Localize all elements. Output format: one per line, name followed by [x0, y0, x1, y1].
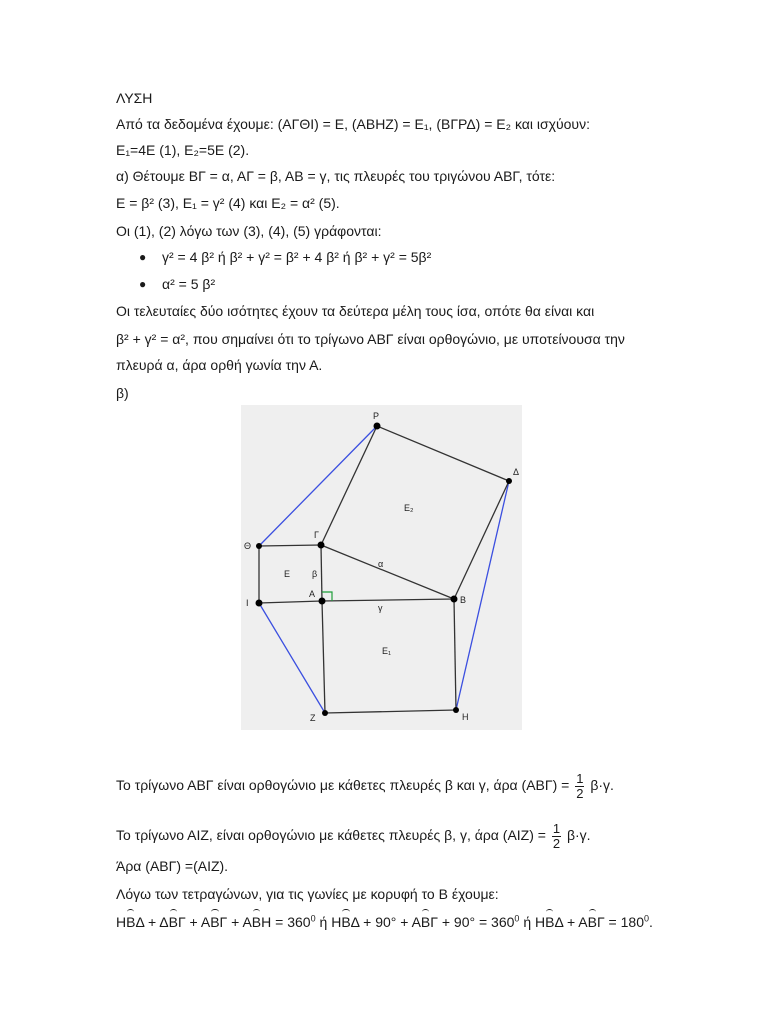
point-beta [451, 596, 458, 603]
bullet-item: α² = 5 β² [162, 276, 216, 292]
relations-line: Ε₁=4Ε (1), Ε₂=5Ε (2). [116, 142, 250, 158]
part-b-label: β) [116, 385, 129, 401]
conclusion-line-1: Οι τελευταίες δύο ισότητες έχουν τα δεύτερα μέλη τους ίσα, οπότε θα είναι και [116, 303, 595, 319]
label-gamma: Γ [314, 530, 319, 540]
segment-gamma-alpha [321, 545, 322, 601]
fraction-one-half: $\frac{1}{2}$ [576, 771, 584, 801]
part-a-line: α) Θέτουμε ΒΓ = α, ΑΓ = β, ΑΒ = γ, τις πλευρές του τριγώνου ΑΒΓ, τότε: [116, 168, 556, 184]
segment-zeta-eta [325, 710, 456, 713]
label-side-beta: β [312, 569, 318, 579]
point-rho [374, 423, 381, 430]
geometry-diagram [241, 405, 522, 730]
segment-iota-alpha [259, 601, 322, 603]
geometry-figure [241, 405, 522, 730]
label-side-gamma: γ [378, 603, 383, 613]
segment-alpha-zeta [322, 601, 325, 713]
segment-beta-eta [454, 599, 456, 710]
segment-gamma-beta [321, 545, 454, 599]
bullet-dot: ● [139, 250, 147, 264]
segment-rho-delta [377, 426, 509, 481]
label-eta: Η [462, 712, 469, 722]
point-zeta [322, 710, 328, 716]
areas-formula-line: Ε = β² (3), Ε₁ = γ² (4) και Ε₂ = α² (5). [116, 195, 340, 211]
segment-rho-gamma [321, 426, 377, 545]
given-areas-line: Από τα δεδομένα έχουμε: (ΑΓΘΙ) = Ε, (ΑΒΗΖ) = Ε₁, (ΒΓΡΔ) = Ε₂ και ισχύουν: [116, 116, 590, 132]
bullet-item: γ² = 4 β² ή β² + γ² = β² + 4 β² ή β² + γ² = 5β² [162, 249, 432, 265]
label-theta: Θ [244, 541, 252, 551]
label-area-e1: Ε₁ [382, 646, 392, 656]
label-beta: Β [460, 595, 467, 605]
point-alpha [319, 598, 326, 605]
segment-theta-gamma [259, 545, 321, 546]
label-area-e: Ε [284, 569, 291, 579]
angles-equation-line: $HB\Delta + \Delta B\Gamma + AB\Gamma + ABH = 360^0$ ή $HB\Delta + 90^\circ + AB\Gamma + 90^\circ = 360^0$ ή $HB\Delta + AB\Gamma = 180^0$. [116, 913, 653, 930]
angles-intro-line: Λόγω των τετραγώνων, για τις γωνίες με κορυφή το Β έχουμε: [116, 886, 499, 902]
bullet-dot: ● [139, 277, 147, 291]
label-side-alpha: α [378, 559, 384, 569]
segment-delta-beta [454, 481, 509, 599]
conclusion-line-2: β² + γ² = α², που σημαίνει ότι το τρίγωνο ΑΒΓ είναι ορθογώνιο, με υποτείνουσα την [116, 331, 625, 347]
conclusion-line-3: πλευρά α, άρα ορθή γωνία την Α. [116, 357, 323, 373]
point-gamma [318, 542, 325, 549]
heading: ΛΥΣΗ [116, 90, 153, 106]
segment-theta-rho [259, 426, 377, 546]
point-eta [453, 707, 459, 713]
label-alpha: Α [309, 589, 316, 599]
point-iota [256, 600, 263, 607]
label-zeta: Ζ [310, 713, 316, 723]
segment-iota-zeta [259, 603, 325, 713]
fraction-one-half: $\frac{1}{2}$ [552, 821, 561, 851]
label-iota: Ι [246, 598, 249, 608]
equal-areas-line: Άρα (ΑΒΓ) =(ΑΙΖ). [116, 858, 229, 874]
rewrite-line: Οι (1), (2) λόγω των (3), (4), (5) γράφονται: [116, 223, 382, 239]
label-area-e2: Ε₂ [404, 503, 414, 513]
label-rho: Ρ [373, 411, 380, 421]
segment-alpha-beta [322, 599, 454, 601]
point-delta [506, 478, 512, 484]
point-theta [256, 543, 262, 549]
area-aiz-line: Το τρίγωνο ΑΙΖ, είναι ορθογώνιο με κάθετες πλευρές β, γ, άρα (ΑΙΖ) = $\frac{1}{2}$ β·γ. [116, 821, 591, 851]
area-abg-line: Το τρίγωνο ΑΒΓ είναι ορθογώνιο με κάθετες πλευρές β και γ, άρα (ΑΒΓ) = $\frac{1}{2}$ β·γ. [116, 771, 614, 801]
label-delta: Δ [513, 467, 520, 477]
